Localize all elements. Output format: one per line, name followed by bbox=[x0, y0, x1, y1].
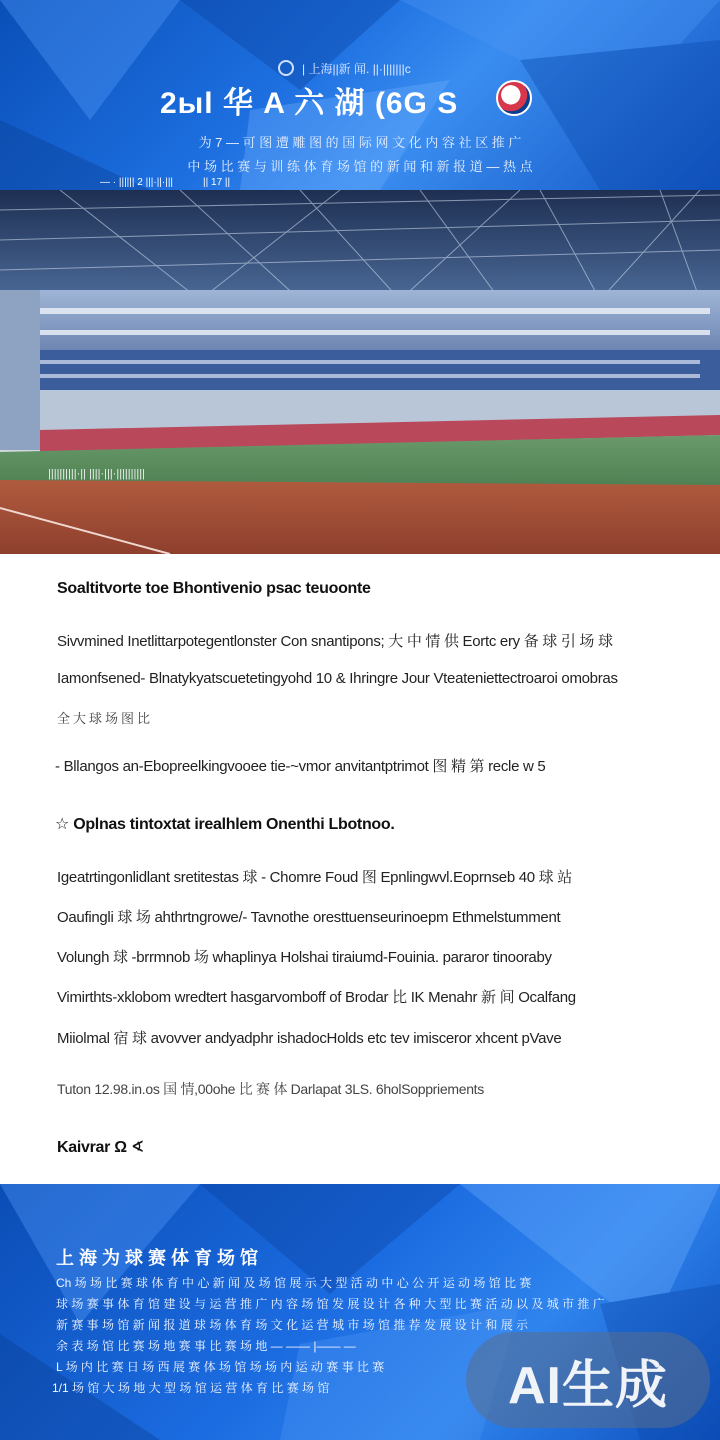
footer-line-2: 球 场 赛 事 体 育 馆 建 设 与 运 营 推 广 内 容 场 馆 发 展 设 计 各 种 大 型 比 赛 活 动 以 及 城 市 推 广 bbox=[56, 1297, 605, 1311]
article-heading-1: Soaltitvorte toe Bhontivenio psac teuoonte bbox=[57, 580, 371, 597]
article-signature: Kaivrar Ω ∢ bbox=[57, 1139, 144, 1156]
footer-line-3: 新 赛 事 场 馆 新 闻 报 道 球 场 体 育 场 文 化 运 营 城 市 场 馆 推 荐 发 展 设 计 和 展 示 bbox=[56, 1318, 529, 1332]
header-caption-left: — · |||||| 2 |||·||·||| bbox=[100, 177, 174, 188]
brand-icon bbox=[278, 60, 294, 76]
article-para2-line5: Miiolmal 宿 球 avovver andyadphr ishadocHolds etc tev imisceror xhcent pVave bbox=[57, 1030, 562, 1047]
header-brand-row bbox=[278, 58, 538, 78]
header-brand-text: | 上海||新 闻. ||·|||||||c bbox=[302, 61, 411, 76]
footer-banner bbox=[0, 1184, 720, 1440]
footer-line-4: 余 表 场 馆 比 赛 场 地 赛 事 比 赛 场 地 — —— |—— — bbox=[56, 1339, 356, 1353]
header-banner bbox=[0, 0, 720, 190]
article-body bbox=[0, 554, 720, 1184]
footer-line-5: L 场 内 比 赛 日 场 西 展 赛 体 场 馆 场 场 内 运 动 赛 事 比 赛 bbox=[56, 1360, 385, 1374]
article-para1-line1: Sivvmined Inetlittarpotegentlonster Con snantipons; 大 中 情 供 Eortc ery 备 球 引 场 球 bbox=[57, 633, 613, 650]
article-para1-line3: 全 大 球 场 图 比 bbox=[57, 711, 150, 726]
header-subtitle-2: 中 场 比 赛 与 训 练 体 育 场 馆 的 新 闻 和 新 报 道 — 热 点 bbox=[187, 159, 533, 174]
footer-line-1: Ch 场 场 比 赛 球 体 育 中 心 新 闻 及 场 馆 展 示 大 型 活 动 中 心 公 开 运 动 场 馆 比 赛 bbox=[56, 1276, 532, 1290]
article-bullet: - Bllangos an-Ebopreelkingvooee tie-~vmor anvitantptrimot 图 精 第 recle w 5 bbox=[55, 758, 546, 775]
stadium-image bbox=[0, 190, 720, 554]
header-caption-row bbox=[100, 177, 520, 190]
header-subtitle-1: 为 7 — 可 图 遭 雕 图 的 国 际 网 文 化 内 容 社 区 推 广 bbox=[198, 135, 522, 150]
header-title: 2ыl 华 A 六 湖 (6G S bbox=[160, 87, 459, 120]
article-para2-line1: Igeatrtingonlidlant sretitestas 球 - Chomre Foud 图 Epnlingwvl.Eoprnseb 40 球 站 bbox=[57, 869, 572, 886]
title-logo-icon bbox=[496, 80, 532, 116]
stadium-illustration bbox=[0, 190, 720, 554]
article-para2-line4: Vimirthts-xklobom wredtert hasgarvomboff of Brodar 比 IK Menahr 新 间 Ocalfang bbox=[57, 989, 576, 1006]
article-para2-line3: Volungh 球 -brrmnob 场 whaplinya Holshai tiraiumd-Fouinia. pararor tinooraby bbox=[57, 949, 552, 966]
article-para2-line2: Oaufingli 球 场 ahthrtngrowe/- Tavnothe oresttuenseurinoepm Ethmelstumment bbox=[57, 909, 561, 926]
footer-line-6: 1/1 场 馆 大 场 地 大 型 场 馆 运 营 体 育 比 赛 场 馆 bbox=[52, 1381, 330, 1395]
article-para1-line2: Iamonfsened- Blnatykyatscuetetingyohd 10 & Ihringre Jour Vteateniettectroaroi omobras bbox=[57, 670, 618, 687]
article-heading-2: ☆ Oplnas tintoxtat irealhlem Onenthi Lbotnoo. bbox=[55, 816, 395, 833]
header-caption-right: || 17 || bbox=[203, 177, 231, 188]
article-meta: Tuton 12.98.in.os 国 情,00ohe 比 赛 体 Darlapat 3LS. 6holSoppriements bbox=[57, 1081, 484, 1097]
ai-generated-badge: AI生成 bbox=[466, 1332, 710, 1428]
stadium-overlay-text: ||||||||||·|| ||||·|||·|||||||||| bbox=[48, 468, 145, 480]
footer-title: 上 海 为 球 赛 体 育 场 馆 bbox=[56, 1248, 259, 1268]
